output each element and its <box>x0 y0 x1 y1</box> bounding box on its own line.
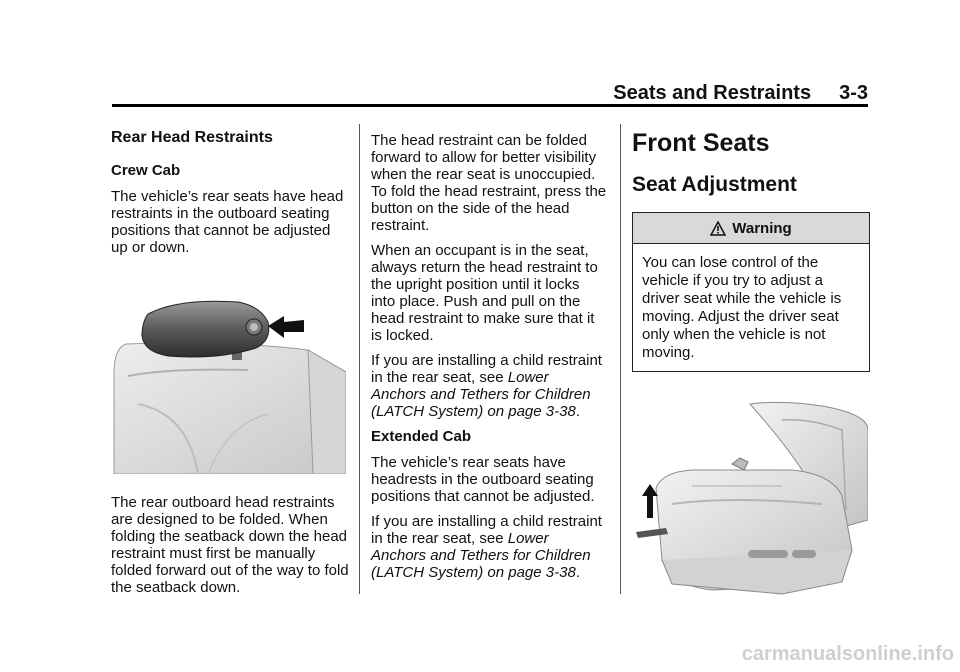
extended-cab-heading: Extended Cab <box>371 428 472 445</box>
crew-cab-paragraph: The vehicle’s rear seats have head restraints in the outboard seating positions that cannot be adjusted up or down. <box>111 188 344 256</box>
column-2 <box>371 124 607 589</box>
seat-adjustment-heading: Seat Adjustment <box>632 173 797 196</box>
header-section-title: Seats and Restraints <box>613 82 812 104</box>
warning-text: You can lose control of the vehicle if you try to adjust a driver seat while the vehicle is moving. Adjust the driver seat only when the vehicle is not moving. <box>642 254 842 361</box>
child-restraint-paragraph-2: If you are installing a child restraint in the rear seat, see Lower Anchors and Tethers for Children (LATCH System) on page 3-38. <box>371 513 602 581</box>
fold-head-restraint-paragraph: The rear outboard head restraints are designed to be folded. When folding the seatback down the head restraint must first be manually folded forward out of the way to fold the seatback down. <box>111 494 349 596</box>
column-divider-1 <box>359 124 360 594</box>
latch-cross-reference-link-2[interactable]: Lower Anchors and Tethers for Children (LATCH System) on page 3-38 <box>371 530 591 581</box>
page-number: 3-3 <box>839 82 868 104</box>
warning-header <box>633 213 869 244</box>
child-restraint-paragraph-1: If you are installing a child restraint in the rear seat, see Lower Anchors and Tethers for Children (LATCH System) on page 3-38. <box>371 352 602 420</box>
warning-label: Warning <box>732 219 792 237</box>
front-seats-heading: Front Seats <box>632 129 770 157</box>
crew-cab-heading: Crew Cab <box>111 162 181 179</box>
warning-box <box>632 212 870 372</box>
watermark: carmanualsonline.info <box>741 643 954 665</box>
column-3 <box>632 124 870 604</box>
fold-forward-paragraph: The head restraint can be folded forward to allow for better visibility when the rear seat is unoccupied. To fold the head restraint, press the button on the side of the head restraint. <box>371 132 607 234</box>
extended-cab-paragraph: The vehicle’s rear seats have headrests in the outboard seating positions that cannot be adjusted. <box>371 454 595 505</box>
header-rule <box>112 104 868 107</box>
latch-cross-reference-link-1[interactable]: Lower Anchors and Tethers for Children (LATCH System) on page 3-38 <box>371 369 591 420</box>
rear-head-restraints-heading: Rear Head Restraints <box>111 129 273 146</box>
rear-head-restraint-illustration <box>108 284 346 474</box>
page-header <box>112 82 868 104</box>
column-divider-2 <box>620 124 621 594</box>
column-1 <box>111 124 349 604</box>
occupant-paragraph: When an occupant is in the seat, always return the head restraint to the upright position until it locks into place. Push and pull on the head restraint to make sure that it is locked. <box>371 242 598 344</box>
front-seat-illustration <box>632 400 868 600</box>
warning-triangle-icon <box>710 221 726 236</box>
